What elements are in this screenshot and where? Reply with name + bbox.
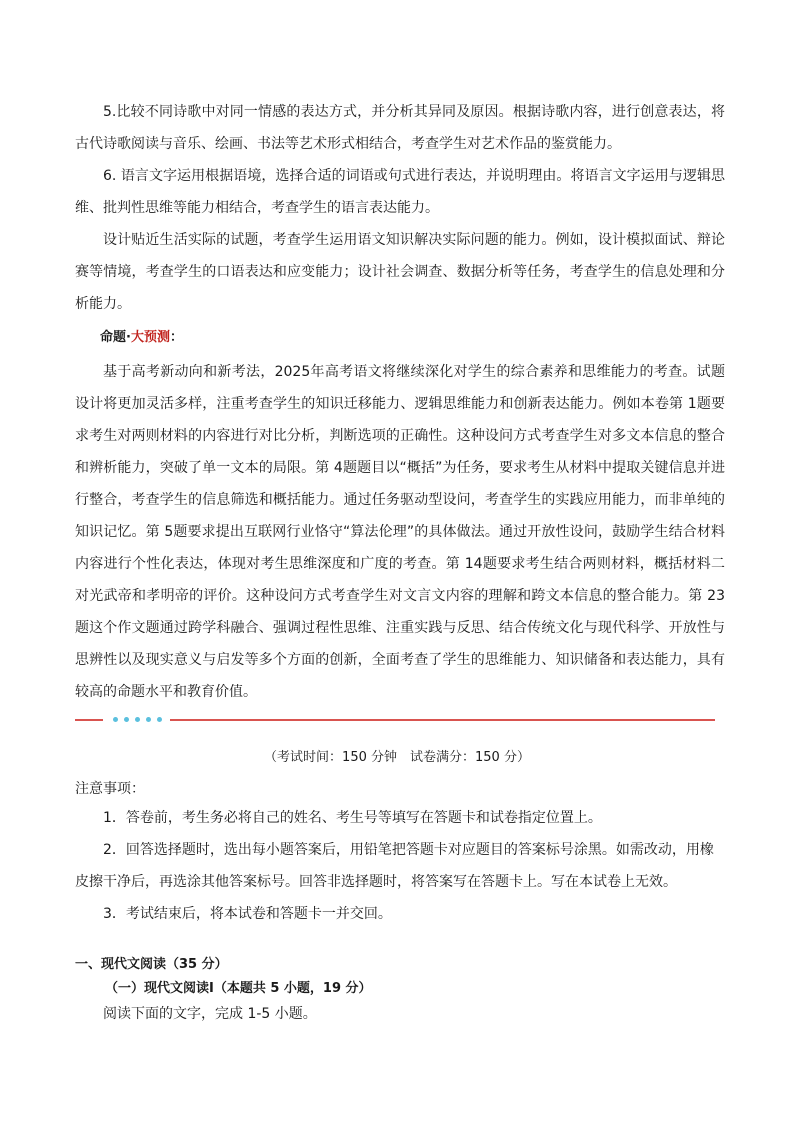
- exam-info: （考试时间：150 分钟 试卷满分：150 分）: [264, 750, 530, 765]
- section-title: 一、现代文阅读（35 分）: [75, 957, 228, 972]
- notes-title: 注意事项：: [75, 781, 145, 797]
- divider-dot: [124, 717, 129, 722]
- note-item-1: 1．答卷前，考生务必将自己的姓名、考生号等填写在答题卡和试卷指定位置上。: [103, 810, 602, 826]
- paragraph-poetry-comparison: 5.比较不同诗歌中对同一情感的表达方式，并分析其异同及原因。根据诗歌内容，进行创意表达，将古代诗歌阅读与音乐、绘画、书法等艺术形式相结合，考查学生对艺术作品的鉴赏能力。: [75, 104, 725, 152]
- divider-line-left: [75, 719, 103, 721]
- divider-dots: [113, 717, 162, 722]
- prediction-heading: [100, 326, 183, 345]
- divider-dot: [157, 717, 162, 722]
- reading-instruction: 阅读下面的文字，完成 1-5 小题。: [103, 1006, 317, 1022]
- paragraph-language-use: 6. 语言文字运用根据语境，选择合适的词语或句式进行表达，并说明理由。将语言文字运用与逻辑思维、批判性思维等能力相结合，考查学生的语言表达能力。: [75, 168, 725, 216]
- divider-dot: [135, 717, 140, 722]
- prediction-heading-prefix: 命题·: [100, 330, 131, 345]
- note-item-2: 2．回答选择题时，选出每小题答案后，用铅笔把答题卡对应题目的答案标号涂黑。如需改动，用橡皮擦干净后，再选涂其他答案标号。回答非选择题时，将答案写在答题卡上。写在本试卷上无效。: [75, 842, 714, 890]
- divider-line-right: [170, 719, 715, 721]
- divider-dot: [113, 717, 118, 722]
- section-divider: [75, 718, 715, 722]
- prediction-paragraph: 基于高考新动向和新考法，2025年高考语文将继续深化对学生的综合素养和思维能力的考查。试题设计将更加灵活多样，注重考查学生的知识迁移能力、逻辑思维能力和创新表达能力。例如本卷第 1题要求考生对两则材料的内容进行对比分析，判断选项的正确性。这种设问方式考查学生对多文本信息的整合和辨析能力，突破了单一文本的局限。第 4题题目以“概括”为任务，要求考生从材料中提取关键信息并进行整合，考查学生的信息筛选和概括能力。通过任务驱动型设问，考查学生的实践应用能力，而非单纯的知识记忆。第 5题要求提出互联网行业恪守“算法伦理”的具体做法。通过开放性设问，鼓励学生结合材料内容进行个性化表达，体现对考生思维深度和广度的考查。第 14题要求考生结合两则材料，概括材料二对光武帝和孝明帝的评价。这种设问方式考查学生对文言文内容的理解和跨文本信息的整合能力。第 23题这个作文题通过跨学科融合、强调过程性思维、注重实践与反思、结合传统文化与现代科学、开放性与思辨性以及现实意义与启发等多个方面的创新，全面考查了学生的思维能力、知识储备和表达能力，具有较高的命题水平和教育价值。: [75, 364, 725, 700]
- paragraph-practical-design: 设计贴近生活实际的试题，考查学生运用语文知识解决实际问题的能力。例如，设计模拟面试、辩论赛等情境，考查学生的口语表达和应变能力；设计社会调查、数据分析等任务，考查学生的信息处理和分析能力。: [75, 232, 725, 312]
- divider-dot: [146, 717, 151, 722]
- subsection-title: （一）现代文阅读Ⅰ（本题共 5 小题，19 分）: [105, 981, 372, 996]
- note-item-3: 3．考试结束后，将本试卷和答题卡一并交回。: [103, 906, 392, 922]
- prediction-heading-suffix: ：: [169, 330, 183, 345]
- prediction-heading-accent: 大预测: [130, 330, 170, 345]
